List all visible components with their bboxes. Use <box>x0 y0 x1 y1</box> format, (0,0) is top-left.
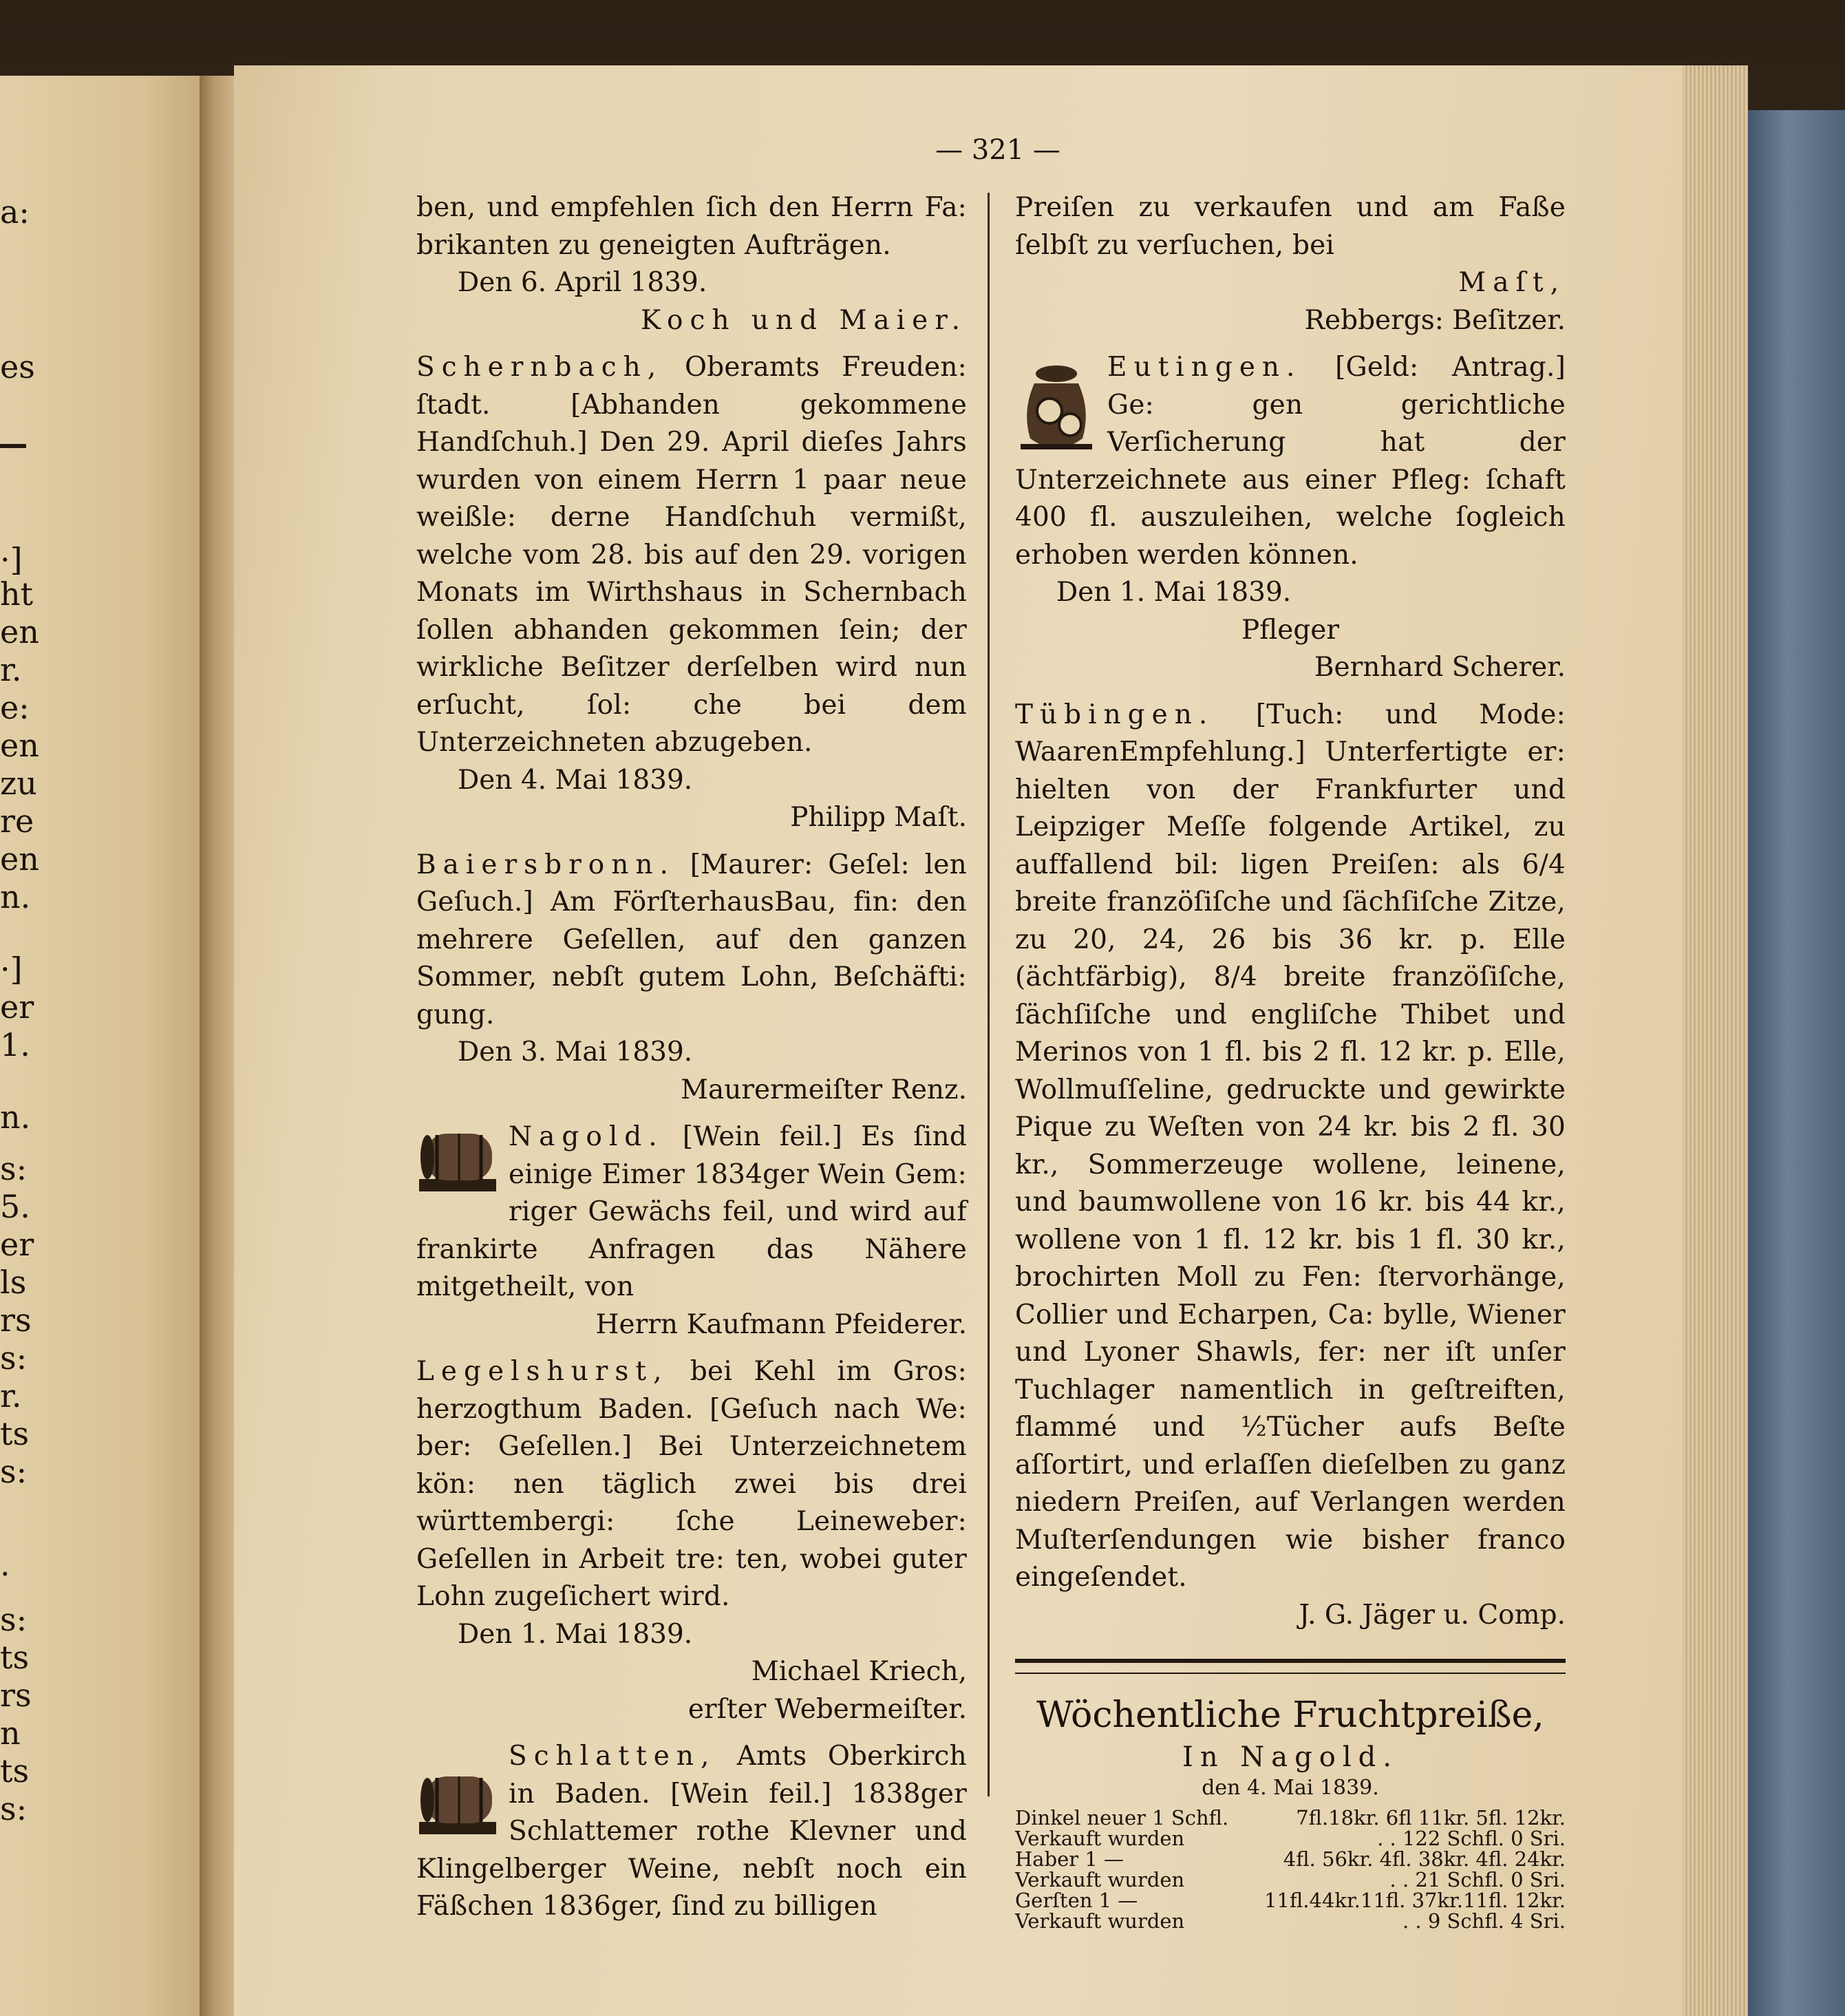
grain-prices-date: den 4. Mai 1839. <box>1202 1776 1379 1800</box>
edge-fragment: s: <box>0 1790 28 1827</box>
edge-fragment: n. <box>0 878 31 915</box>
edge-fragment: s: <box>0 1150 28 1187</box>
edge-fragment: e: <box>0 689 30 726</box>
ad-text: [Maurer: Geſel: len Geſuch.] Am FörſterhausBau, fin: den mehrere Geſellen, auf den ganzen Sommer, nebſt gutem Lohn, Beſchäfti: gung. <box>416 849 967 1030</box>
page-fore-edge <box>1683 65 1748 2016</box>
ad-place: Legelshurst, <box>416 1356 669 1387</box>
edge-fragment: ts <box>0 1639 30 1676</box>
ad-place: Eutingen. <box>1107 352 1302 383</box>
date-line: Den 6. April 1839. <box>458 267 707 298</box>
grain-label: Haber 1 — <box>1015 1847 1124 1871</box>
signature: Maſt, <box>1458 267 1566 298</box>
edge-fragment: er <box>0 1226 34 1263</box>
ad-schernbach <box>416 349 967 837</box>
table-row <box>1015 1828 1566 1849</box>
edge-fragment: ·] <box>0 541 23 578</box>
edge-fragment: 5. <box>0 1188 30 1225</box>
edge-fragment: r. <box>0 651 22 688</box>
ad-baiersbronn <box>416 847 967 1110</box>
grain-value: . . 21 Schfl. 0 Sri. <box>1389 1868 1566 1891</box>
barrel-icon <box>416 1765 499 1838</box>
grain-prices-place: In Nagold. <box>1182 1741 1398 1773</box>
edge-fragment: r. <box>0 1377 22 1414</box>
edge-fragment: en <box>0 727 39 764</box>
grain-value: . . 122 Schfl. 0 Sri. <box>1377 1827 1566 1850</box>
grain-prices <box>1015 1690 1566 1931</box>
signature: Koch und Maier. <box>640 304 967 336</box>
right-column <box>1015 189 1566 1993</box>
ad-nagold <box>416 1118 967 1344</box>
edge-fragment: ls <box>0 1264 27 1301</box>
grain-value: 11fl.44kr.11fl. 37kr.11fl. 12kr. <box>1264 1889 1566 1912</box>
edge-fragment: rs <box>0 1677 32 1714</box>
edge-fragment: ·] <box>0 951 23 988</box>
grain-label: Dinkel neuer 1 Schfl. <box>1015 1806 1229 1829</box>
section-divider <box>1015 1659 1566 1674</box>
ad-text: [Wein feil.] Es ſind einige Eimer 1834ger Wein Gem: riger Gewächs feil, und wird auf frankirte Anfragen das Nähere mitgetheilt, von <box>416 1121 967 1302</box>
ad-tuebingen <box>1015 697 1566 1635</box>
barrel-icon <box>416 1123 499 1196</box>
ad-schlatten <box>416 1738 967 1926</box>
signature-title: erſter Webermeiſter. <box>687 1693 967 1725</box>
ad-eutingen <box>1015 349 1566 687</box>
ad-text: [Tuch: und Mode: WaarenEmpfehlung.] Unterfertigte er: hielten von der Frankfurter und Leipziger Meſſe folgende Artikel, zu auffallend bil: ligen Preiſen: als 6/4 breite franzöſiſche und ſächſiſche Zitze, zu 20, 24, 26 bis 36 kr. p. Elle (ächtfärbig), 8/4 breite franzöſiſche, ſächſiſche und engliſche Thibet und Merinos von 1 fl. bis 2 fl. 12 kr. p. Elle, Wollmuſſeline, gedruckte und gewirkte Pique zu Weſten von 24 kr. bis 2 fl. 30 kr., Sommerzeuge wollene, leinene, und baumwollene von 16 kr. bis 44 kr., wollene von 1 fl. 12 kr. bis 1 fl. 30 kr., brochirten Moll zu Fen: ſtervorhänge, Collier und Echarpen, Ca: bylle, Wiener und Lyoner Shawls, fer: ner iſt unſer Tuchlager namentlich in geſtreiften, flammé und ½Tücher aufs Beſte aſſortirt, und erlaſſen dieſelben zu ganz niedern Preiſen, auf Verlangen werden Muſterſendungen wie bisher franco eingeſendet. <box>1015 699 1566 1593</box>
date-line: Den 1. Mai 1839. <box>458 1618 693 1650</box>
edge-fragment: 1. <box>0 1026 30 1063</box>
signature: Maurermeiſter Renz. <box>681 1074 967 1105</box>
edge-fragment: es <box>0 348 35 385</box>
ad-text: bei Kehl im Gros: herzogthum Baden. [Geſuch nach We: ber: Geſellen.] Bei Unterzeichnetem kön: nen täglich zwei bis drei württembergi: ſche Leineweber: Geſellen in Arbeit tre: ten, wobei guter Lohn zugeſichert wird. <box>416 1356 967 1612</box>
table-row <box>1015 1869 1566 1890</box>
date-line: Den 1. Mai 1839. <box>1056 577 1292 608</box>
signature: Philipp Maſt. <box>790 802 967 833</box>
column-divider <box>988 193 990 1796</box>
signature: Herrn Kaufmann Pfeiderer. <box>595 1308 967 1340</box>
ad-legelshurst <box>416 1353 967 1728</box>
grain-label: Gerſten 1 — <box>1015 1889 1138 1912</box>
edge-fragment: ts <box>0 1415 30 1452</box>
edge-fragment: n. <box>0 1099 31 1136</box>
ad-text: Amts Oberkirch in Baden. [Wein feil.] 1838ger Schlattemer rothe Klevner und Klingelberger Weine, nebſt noch ein Fäßchen 1836ger, ſind zu billigen <box>416 1741 967 1922</box>
signature: J. G. Jäger u. Comp. <box>1299 1599 1566 1631</box>
continuation-text: ben, und empfehlen ſich den Herrn Fa: brikanten zu geneigten Aufträgen. <box>416 192 967 261</box>
edge-fragment: n <box>0 1715 21 1752</box>
grain-prices-table <box>1015 1807 1566 1931</box>
edge-fragment: er <box>0 988 34 1026</box>
ad-text: Oberamts Freuden: ſtadt. [Abhanden gekommene Handſchuh.] Den 29. April dieſes Jahrs wurden von einem Herrn 1 paar neue weißle: derne Handſchuh vermißt, welche vom 28. bis auf den 29. vorigen Monats im Wirthshaus in Schernbach ſollen abhanden gekommen ſein; der wirkliche Beſitzer derſelben wird nun erſucht, ſol: che bei dem Unterzeichneten abzugeben. <box>416 352 967 758</box>
grain-label: Verkauft wurden <box>1015 1868 1185 1891</box>
page-number: — 321 — <box>935 134 1060 166</box>
ad-place: Nagold. <box>509 1121 664 1152</box>
ad-place: Schernbach, <box>416 352 663 383</box>
ad-place: Baiersbronn. <box>416 849 675 880</box>
edge-fragment: . <box>0 1546 10 1583</box>
ad-place: Tübingen. <box>1015 699 1215 730</box>
table-row <box>1015 1911 1566 1931</box>
table-row <box>1015 1890 1566 1911</box>
edge-rule <box>0 444 26 448</box>
edge-fragment: rs <box>0 1302 32 1339</box>
signature: Michael Kriech, <box>751 1656 967 1687</box>
date-line: Den 3. Mai 1839. <box>458 1037 693 1068</box>
continuation-text: Preiſen zu verkaufen und am Faße ſelbſt zu verſuchen, bei <box>1015 192 1566 261</box>
grain-prices-title: Wöchentliche Fruchtpreiße, <box>1036 1695 1544 1736</box>
date-line: Den 4. Mai 1839. <box>458 764 693 796</box>
edge-fragment: re <box>0 803 34 840</box>
book-cover-edge <box>1748 110 1845 2016</box>
table-row <box>1015 1849 1566 1869</box>
edge-fragment: en <box>0 840 39 878</box>
signature: Bernhard Scherer. <box>1314 652 1566 683</box>
money-bag-icon <box>1015 356 1098 459</box>
signature-title: Pfleger <box>1241 614 1340 646</box>
edge-fragment: s: <box>0 1601 28 1638</box>
grain-value: 4fl. 56kr. 4fl. 38kr. 4fl. 24kr. <box>1283 1847 1566 1871</box>
ad-text: [Geld: Antrag.] Ge: gen gerichtliche Verſicherung hat der Unterzeichnete aus einer Pfleg: ſchaft 400 fl. auszuleihen, welche ſogleich erhoben werden können. <box>1015 352 1566 571</box>
edge-fragment: s: <box>0 1339 28 1377</box>
grain-label: Verkauft wurden <box>1015 1827 1185 1850</box>
ad-place: Schlatten, <box>509 1741 716 1772</box>
left-column <box>416 189 967 1993</box>
edge-fragment: zu <box>0 765 37 802</box>
edge-fragment: a: <box>0 193 30 231</box>
edge-fragment: s: <box>0 1453 28 1490</box>
table-row <box>1015 1807 1566 1828</box>
grain-value: . . 9 Schfl. 4 Sri. <box>1403 1909 1566 1933</box>
edge-fragment: ts <box>0 1752 30 1790</box>
edge-fragment: ht <box>0 575 34 613</box>
signature-title: Rebbergs: Beſitzer. <box>1304 304 1566 336</box>
edge-fragment: en <box>0 613 39 650</box>
grain-value: 7fl.18kr. 6fl 11kr. 5fl. 12kr. <box>1296 1806 1566 1829</box>
grain-label: Verkauft wurden <box>1015 1909 1185 1933</box>
